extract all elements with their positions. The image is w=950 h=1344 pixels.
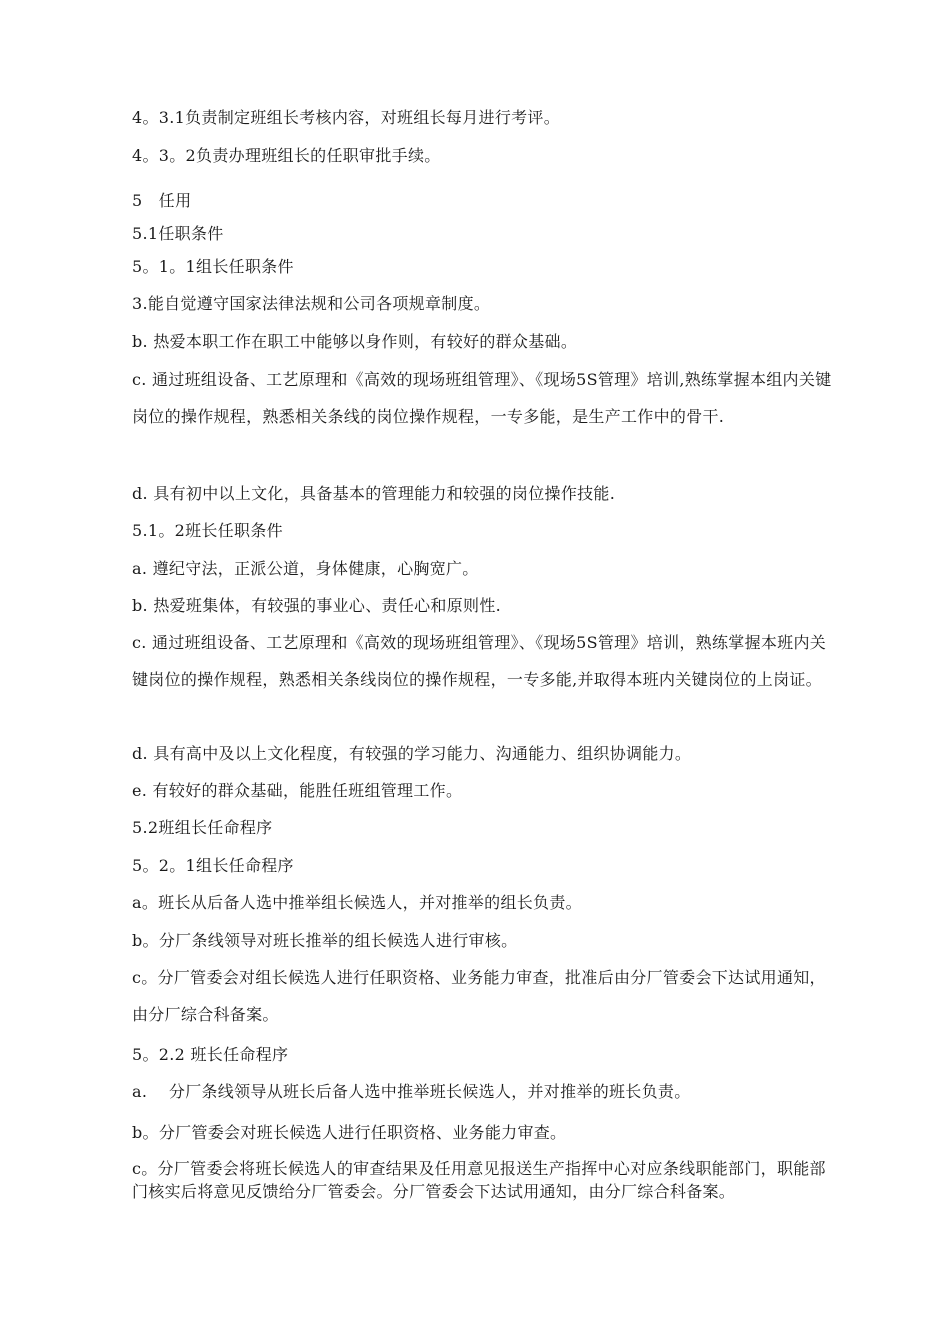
clause-5-2-1-heading: 5。2。1组长任命程序 bbox=[132, 856, 294, 875]
item-5-2-1-c: c。分厂管委会对组长候选人进行任职资格、业务能力审查，批准后由分厂管委会下达试用通知，由分厂综合科备案。 bbox=[132, 968, 826, 1024]
item-5-1-2-d: d. 具有高中及以上文化程度，有较强的学习能力、沟通能力、组织协调能力。 bbox=[132, 744, 692, 763]
item-5-1-2-c: c. 通过班组设备、工艺原理和《高效的现场班组管理》、《现场5S管理》培训，熟练掌握本班内关键岗位的操作规程，熟悉相关条线岗位的操作规程，一专多能,并取得本班内关键岗位的上岗证。 bbox=[132, 633, 827, 689]
item-5-2-2-a: a. 分厂条线领导从班长后备人选中推举班长候选人，并对推举的班长负责。 bbox=[132, 1082, 691, 1101]
item-5-1-1-c: c. 通过班组设备、工艺原理和《高效的现场班组管理》、《现场5S管理》培训,熟练掌握本组内关键岗位的操作规程，熟悉相关条线的岗位操作规程，一专多能，是生产工作中的骨干. bbox=[132, 370, 832, 426]
item-5-2-2-c: c。分厂管委会将班长候选人的审查结果及任用意见报送生产指挥中心对应条线职能部门，职能部门核实后将意见反馈给分厂管委会。分厂管委会下达试用通知，由分厂综合科备案。 bbox=[132, 1159, 826, 1201]
item-5-1-2-e: e. 有较好的群众基础，能胜任班组管理工作。 bbox=[132, 781, 463, 800]
clause-5-2-heading: 5.2班组长任命程序 bbox=[132, 818, 273, 837]
item-5-1-2-b: b. 热爱班集体，有较强的事业心、责任心和原则性. bbox=[132, 596, 502, 615]
item-5-1-1-d: d. 具有初中以上文化，具备基本的管理能力和较强的岗位操作技能. bbox=[132, 484, 616, 503]
section-5-heading: 5 任用 bbox=[132, 191, 192, 210]
item-5-1-1-a: 3.能自觉遵守国家法律法规和公司各项规章制度。 bbox=[132, 294, 491, 313]
clause-5-1-heading: 5.1任职条件 bbox=[132, 224, 224, 243]
clause-5-1-1-heading: 5。1。1组长任职条件 bbox=[132, 257, 294, 276]
clause-4-3-2: 4。3。2负责办理班组长的任职审批手续。 bbox=[132, 146, 441, 165]
clause-4-3-1: 4。3.1负责制定班组长考核内容，对班组长每月进行考评。 bbox=[132, 108, 561, 127]
item-5-2-1-b: b。分厂条线领导对班长推举的组长候选人进行审核。 bbox=[132, 931, 518, 950]
clause-5-2-2-heading: 5。2.2 班长任命程序 bbox=[132, 1045, 289, 1064]
item-5-1-1-b: b. 热爱本职工作在职工中能够以身作则，有较好的群众基础。 bbox=[132, 332, 578, 351]
item-5-1-2-a: a. 遵纪守法，正派公道，身体健康，心胸宽广。 bbox=[132, 559, 479, 578]
item-5-2-2-b: b。分厂管委会对班长候选人进行任职资格、业务能力审查。 bbox=[132, 1123, 567, 1142]
clause-5-1-2-heading: 5.1。2班长任职条件 bbox=[132, 521, 283, 540]
item-5-2-1-a: a。班长从后备人选中推举组长候选人，并对推举的组长负责。 bbox=[132, 893, 582, 912]
